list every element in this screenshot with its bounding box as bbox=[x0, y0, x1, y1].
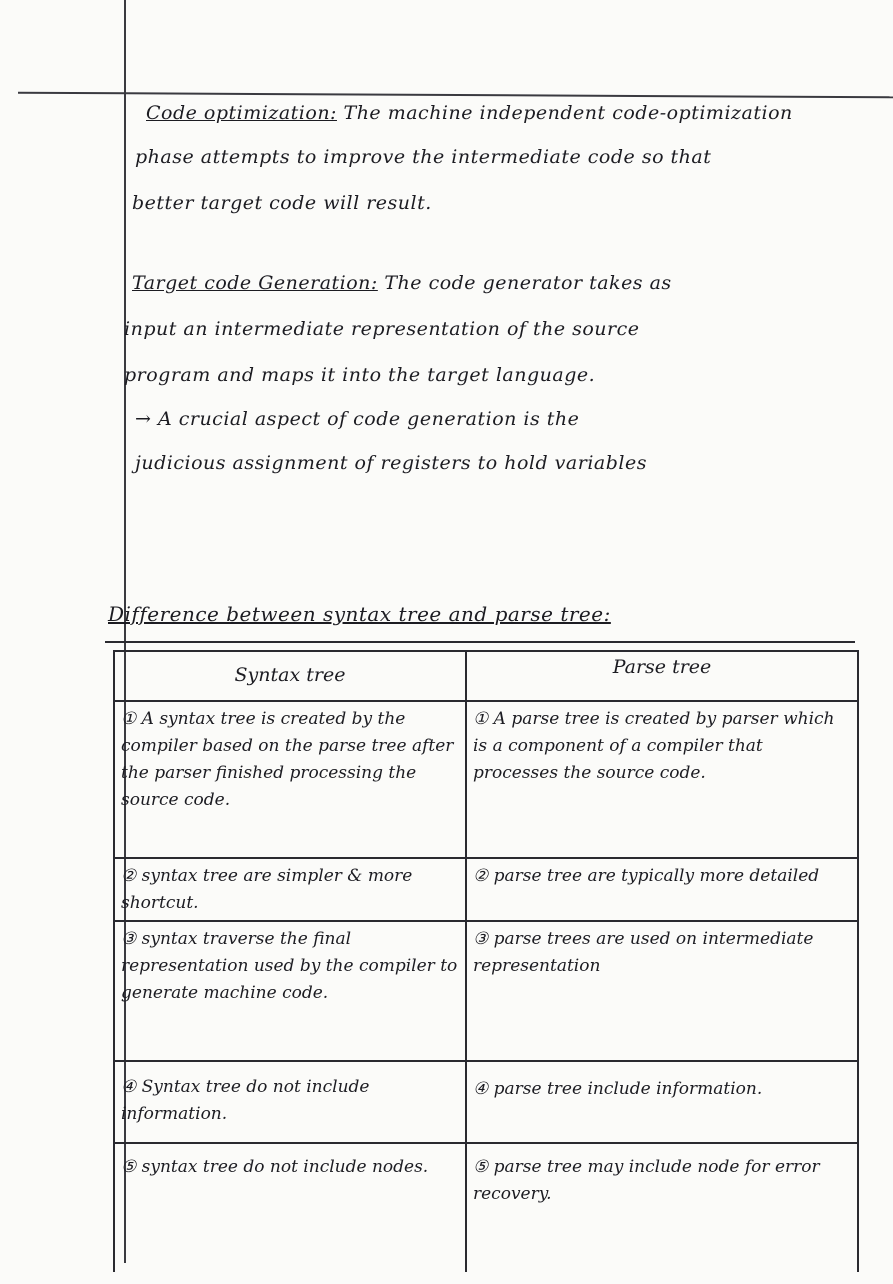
table-row bbox=[115, 1062, 857, 1144]
syntax-tree-cell: ① A syntax tree is created by the compiler based on the parse tree after the parser finished processing the source code. bbox=[121, 709, 454, 810]
code-optimization-line-2: phase attempts to improve the intermediate code so that bbox=[135, 146, 712, 168]
parse-tree-cell: ① A parse tree is created by parser which is a component of a compiler that processes the source code. bbox=[473, 709, 835, 783]
table-row bbox=[115, 859, 857, 922]
target-code-line-5: judicious assignment of registers to hold variables bbox=[135, 452, 647, 474]
target-code-line-2: input an intermediate representation of the source bbox=[124, 318, 640, 340]
code-optimization-heading: Code optimization: bbox=[146, 102, 337, 124]
table-row bbox=[115, 922, 857, 1062]
syntax-tree-cell: ② syntax tree are simpler & more shortcut. bbox=[121, 866, 413, 913]
table-row bbox=[115, 702, 857, 859]
target-code-line-4: → A crucial aspect of code generation is the bbox=[135, 408, 580, 430]
table-header-row bbox=[115, 652, 857, 702]
syntax-tree-cell: ④ Syntax tree do not include information. bbox=[121, 1077, 370, 1124]
difference-heading: Difference between syntax tree and parse tree: bbox=[108, 602, 611, 626]
column-header-syntax-tree: Syntax tree bbox=[234, 664, 346, 686]
difference-table bbox=[113, 650, 859, 1272]
parse-tree-cell: ② parse tree are typically more detailed bbox=[473, 866, 820, 886]
table-top-rule bbox=[105, 641, 855, 643]
table-column-divider bbox=[465, 652, 467, 1272]
target-code-line-3: program and maps it into the target language. bbox=[124, 364, 596, 386]
parse-tree-cell: ⑤ parse tree may include node for error recovery. bbox=[473, 1157, 820, 1204]
header-rule bbox=[18, 92, 893, 99]
table-row bbox=[115, 1144, 857, 1284]
parse-tree-cell: ③ parse trees are used on intermediate representation bbox=[473, 929, 814, 976]
target-code-line-1: Target code Generation: The code generator takes as bbox=[132, 272, 672, 294]
syntax-tree-cell: ③ syntax traverse the final representation used by the compiler to generate machine code. bbox=[121, 929, 458, 1003]
column-header-parse-tree: Parse tree bbox=[612, 656, 712, 678]
target-code-heading: Target code Generation: bbox=[132, 272, 378, 294]
parse-tree-cell: ④ parse tree include information. bbox=[473, 1079, 763, 1099]
code-optimization-line-3: better target code will result. bbox=[132, 192, 432, 214]
syntax-tree-cell: ⑤ syntax tree do not include nodes. bbox=[121, 1157, 429, 1177]
code-optimization-line-1: Code optimization: The machine independent code-optimization bbox=[146, 102, 793, 124]
